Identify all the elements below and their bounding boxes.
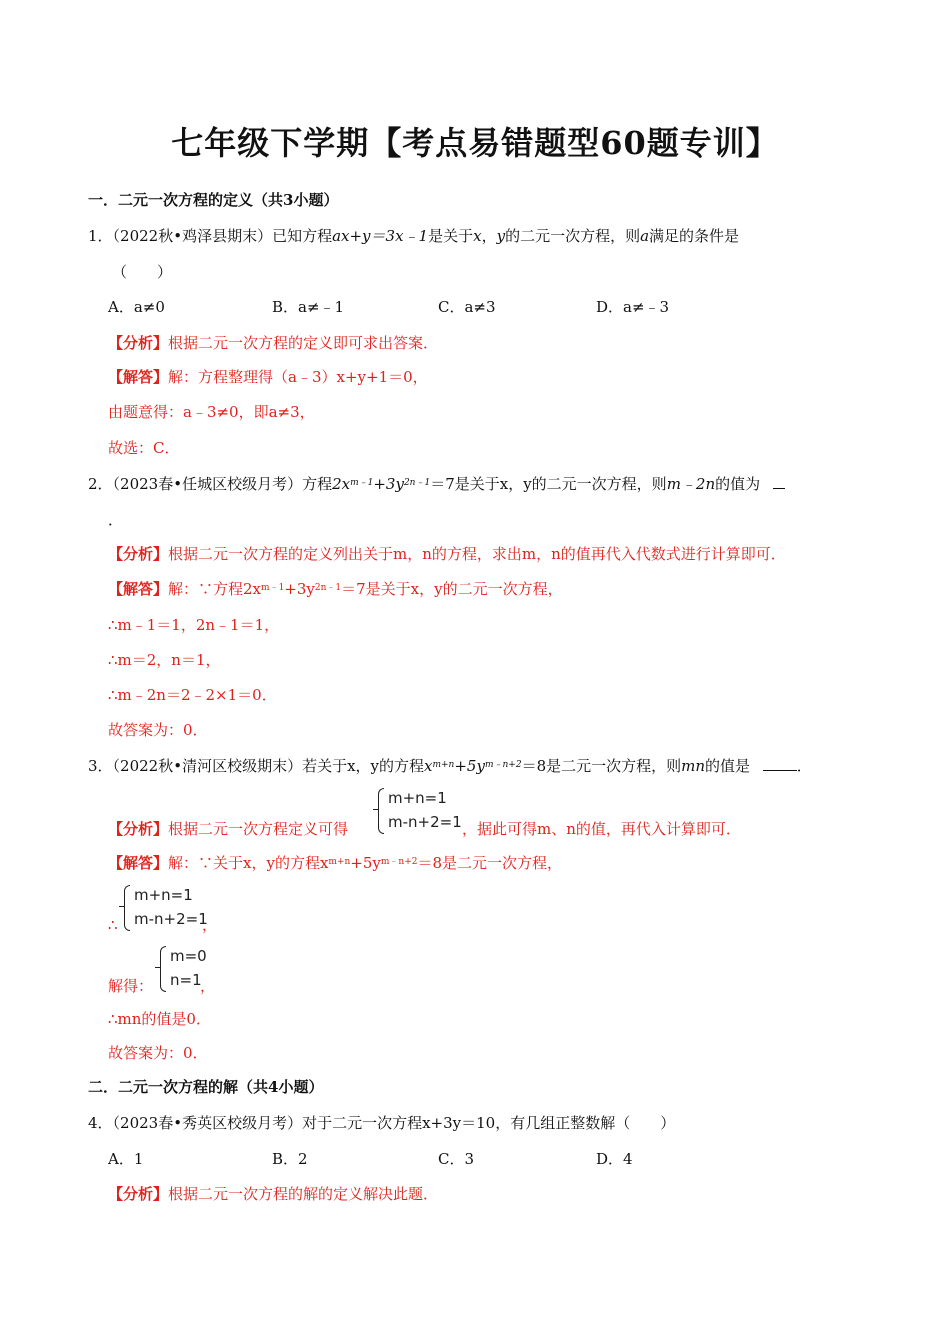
q3-result-comma: ， [200,977,216,995]
q4-analysis-tag: 【分析】 [108,1185,169,1203]
q3-solution-line-1: ∴mn的值是0． [108,1010,211,1028]
q2-expression: m﹣2n [666,475,716,493]
q1-solution-text: 解：方程整理得（a﹣3）x+y+1＝0， [168,368,428,386]
q1-solution-line-1: 由题意得：a﹣3≠0，即a≠3， [108,403,315,421]
q1-var-x: x [473,227,482,245]
q4-option-a: A．1 [108,1150,144,1168]
q2-term-2: +3y [373,475,404,493]
q1-option-c: C．a≠3 [438,298,496,316]
q3-source: （2022秋•清河区校级期末）若关于x，y的方程 [112,757,425,775]
q3-text-end: 的值是 [705,757,751,775]
q2-solution-exp-1: m﹣1 [261,583,285,593]
q2-solution-line-1: ∴m﹣1＝1，2n﹣1＝1， [108,616,280,634]
q2-text: ＝7是关于x，y的二元一次方程，则 [430,475,667,493]
q3-therefore: ∴ [108,916,118,934]
q2-text-end: 的值为 [715,475,761,493]
q3-solution-comma: ， [202,916,218,934]
q1-option-d: D．a≠﹣3 [596,298,670,316]
q3-exponent-2: m﹣n+2 [484,760,522,770]
q4-option-c: C．3 [438,1150,475,1168]
q2-number: 2． [88,475,113,493]
q1-var-a: a [640,227,650,245]
q3-number: 3． [88,757,113,775]
q3-solution-system [124,883,208,931]
q3-analysis-text-a: 根据二元一次方程定义可得 [168,820,349,838]
q2-solution [108,579,563,602]
q1-var-y: y [496,227,506,245]
q1-text-end: 满足的条件是 [649,227,740,245]
q3-solution-eq-1: m+n=1 [134,886,193,904]
q3-analysis-eq-1: m+n=1 [388,789,447,807]
q2-source: （2023春•任城区校级月考）方程 [112,475,333,493]
q2-dot: ． [108,511,124,529]
q2-solution-b: +3y [284,580,315,598]
q4-option-b: B．2 [272,1150,308,1168]
q2-exponent-1: m﹣1 [350,478,374,488]
q2-solution-line-4: 故答案为：0． [108,721,208,739]
page-title: 七年级下学期【考点易错题型60题专训】 [171,124,779,162]
q3-solution-line-2: 故答案为：0． [108,1044,208,1062]
q3-expression: mn [681,757,705,775]
q2-answer-blank [773,488,785,489]
q1-equation: ax+y＝3x﹣1 [332,227,429,245]
q1-analysis [108,333,438,353]
question-3-stem [88,756,812,779]
q1-option-b: B．a≠﹣1 [272,298,345,316]
q4-option-d: D．4 [596,1150,633,1168]
q2-solution-a: 解：∵方程2x [168,580,262,598]
q3-analysis-text-b: ，据此可得m、n的值，再代入计算即可． [462,820,741,838]
q3-solution-tag: 【解答】 [108,854,169,872]
question-4-stem [88,1113,675,1133]
q1-solution [108,367,428,387]
q2-analysis-text: 根据二元一次方程的定义列出关于m，n的方程，求出m，n的值再代入代数式进行计算即可． [168,545,786,563]
q3-analysis-system [378,786,462,834]
q3-solution-exp-2: m﹣n+2 [380,857,418,867]
q3-analysis-eq-2: m-n+2=1 [388,813,462,831]
q1-option-a: A．a≠0 [108,298,165,316]
q4-analysis-text: 根据二元一次方程的解的定义解决此题． [168,1185,439,1203]
left-brace [378,788,384,834]
q3-solution-c: ＝8是二元一次方程， [417,854,563,872]
q3-solution-eq-2: m-n+2=1 [134,910,208,928]
q3-analysis-a [108,819,348,839]
q1-number: 1． [88,227,113,245]
q3-exponent-1: m+n [432,760,455,770]
q1-text: 是关于 [428,227,474,245]
q1-solution-tag: 【解答】 [108,368,169,386]
q2-exponent-2: 2n﹣1 [403,478,431,488]
q3-solution-a: 解：∵关于x，y的方程x [168,854,329,872]
q3-solution-exp-1: m+n [328,857,351,867]
q2-analysis-tag: 【分析】 [108,545,169,563]
q2-solution-tag: 【解答】 [108,580,169,598]
section-heading-1: 一．二元一次方程的定义（共3小题） [88,191,339,209]
q3-answer-blank [763,770,797,771]
q1-text-2: 的二元一次方程，则 [505,227,641,245]
q1-analysis-tag: 【分析】 [108,334,169,352]
q3-result-eq-1: m=0 [170,947,207,965]
q1-source: （2022秋•鸡泽县期末）已知方程 [112,227,333,245]
left-brace [124,885,130,931]
q3-solution [108,853,562,876]
q2-solution-c: ＝7是关于x，y的二元一次方程， [341,580,563,598]
q4-number: 4． [88,1114,113,1132]
question-1-stem [88,226,739,246]
question-2-stem [88,474,785,497]
q2-term-1: 2x [332,475,351,493]
section-heading-2: 二．二元一次方程的解（共4小题） [88,1078,324,1096]
q2-solution-exp-2: 2n﹣1 [314,583,342,593]
q1-solution-line-2: 故选：C． [108,439,180,457]
q3-solution-b: +5y [350,854,381,872]
q1-comma: ， [481,227,497,245]
q2-analysis [108,544,786,564]
q3-dot: ． [796,757,812,775]
q4-analysis [108,1184,438,1204]
q1-analysis-text: 根据二元一次方程的定义即可求出答案． [168,334,439,352]
q3-analysis-tag: 【分析】 [108,820,169,838]
q1-paren: （ ） [112,263,173,281]
q4-source: （2023春•秀英区校级月考）对于二元一次方程x+3y＝10，有几组正整数解（ ） [112,1114,676,1132]
q3-term-1: x [424,757,433,775]
q3-term-2: +5y [454,757,485,775]
q3-solve-label: 解得： [108,977,154,995]
q3-text: ＝8是二元一次方程，则 [521,757,682,775]
q3-result-eq-2: n=1 [170,971,202,989]
q2-solution-line-3: ∴m﹣2n＝2﹣2×1＝0． [108,686,277,704]
q2-solution-line-2: ∴m＝2，n＝1， [108,651,221,669]
left-brace [160,946,166,992]
